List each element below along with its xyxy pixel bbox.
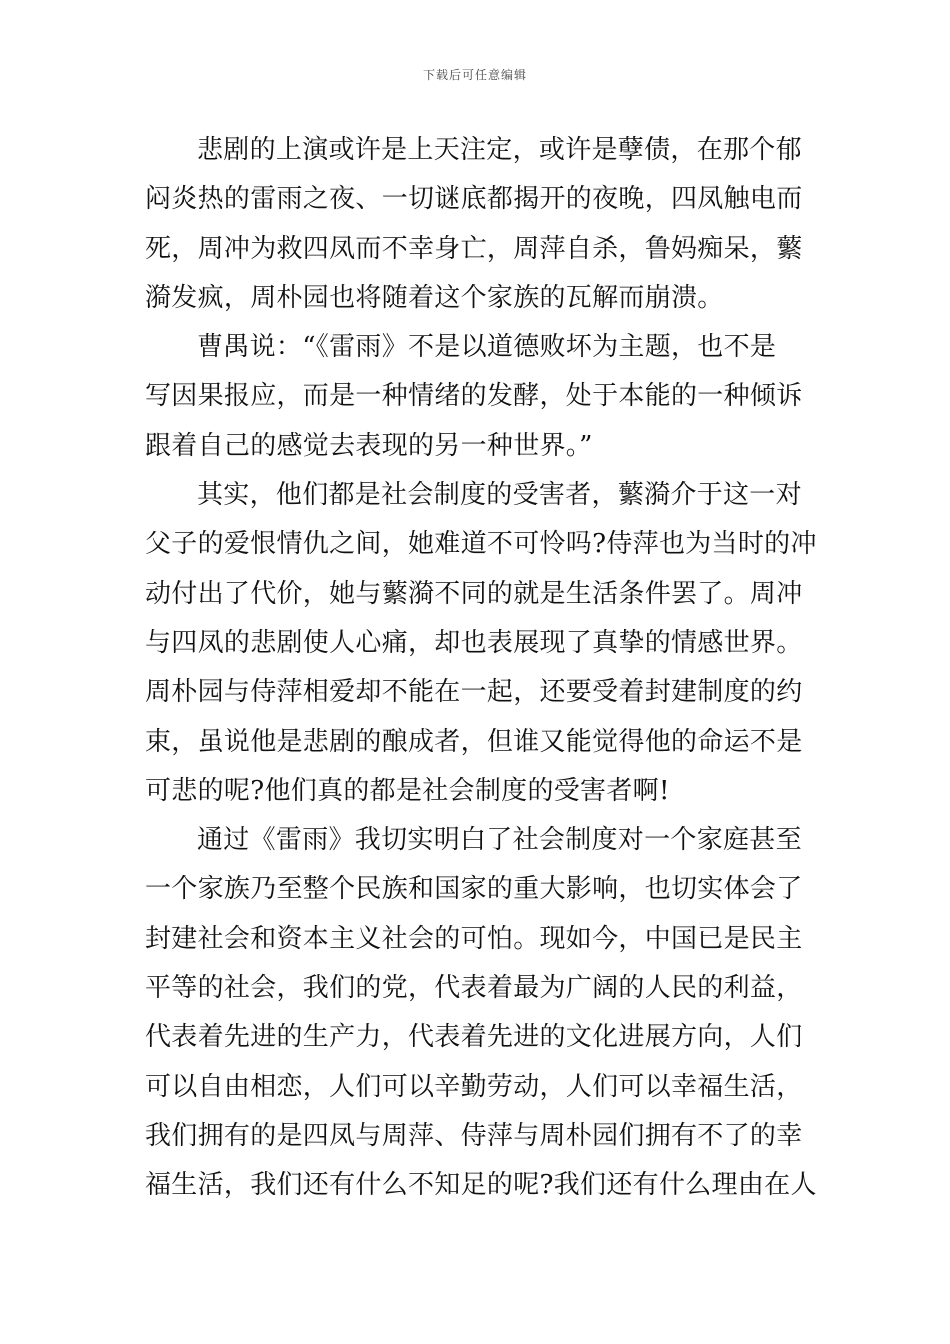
text-line: 我们拥有的是四凤与周萍、侍萍与周朴园们拥有不了的幸 <box>145 1120 803 1151</box>
text-line: 写因果报应，而是一种情绪的发酵，处于本能的一种倾诉 <box>145 381 803 412</box>
paragraph <box>145 816 817 1210</box>
text-line: 一个家族乃至整个民族和国家的重大影响，也切实体会了 <box>145 874 803 905</box>
paragraph <box>145 471 817 816</box>
text-line: 曹禺说：“《雷雨》不是以道德败坏为主题，也不是 <box>197 332 777 363</box>
document-body <box>145 126 817 1211</box>
page-header: 下载后可任意编辑 <box>422 68 527 82</box>
text-line: 死，周冲为救四凤而不幸身亡，周萍自杀，鲁妈痴呆，蘩 <box>145 233 803 264</box>
text-line: 跟着自己的感觉去表现的另一种世界。” <box>145 430 593 461</box>
paragraph <box>145 126 807 323</box>
text-line: 动付出了代价，她与蘩漪不同的就是生活条件罢了。周冲 <box>145 578 803 609</box>
text-line: 代表着先进的生产力，代表着先进的文化进展方向，人们 <box>145 1022 803 1053</box>
text-line: 其实，他们都是社会制度的受害者，蘩漪介于这一对 <box>197 480 802 511</box>
text-line: 悲剧的上演或许是上天注定，或许是孽债，在那个郁 <box>197 135 802 165</box>
text-line: 封建社会和资本主义社会的可怕。现如今，中国已是民主 <box>145 923 803 954</box>
text-line: 福生活，我们还有什么不知足的呢?我们还有什么理由在人 <box>145 1170 817 1201</box>
text-line: 可悲的呢?他们真的都是社会制度的受害者啊! <box>145 775 670 806</box>
text-line: 父子的爱恨情仇之间，她难道不可怜吗?侍萍也为当时的冲 <box>145 529 817 560</box>
text-line: 与四凤的悲剧使人心痛，却也表展现了真挚的情感世界。 <box>145 627 803 658</box>
text-line: 平等的社会，我们的党，代表着最为广阔的人民的利益， <box>145 973 803 1004</box>
text-line: 闷炎热的雷雨之夜、一切谜底都揭开的夜晚，四凤触电而 <box>145 184 803 215</box>
text-line: 周朴园与侍萍相爱却不能在一起，还要受着封建制度的约 <box>145 677 803 708</box>
text-line: 通过《雷雨》我切实明白了社会制度对一个家庭甚至 <box>197 825 802 856</box>
text-line: 可以自由相恋，人们可以辛勤劳动，人们可以幸福生活， <box>145 1071 803 1102</box>
text-line: 漪发疯，周朴园也将随着这个家族的瓦解而崩溃。 <box>145 282 724 313</box>
text-line: 束，虽说他是悲剧的酿成者，但谁又能觉得他的命运不是 <box>145 726 803 757</box>
paragraph <box>145 323 807 471</box>
